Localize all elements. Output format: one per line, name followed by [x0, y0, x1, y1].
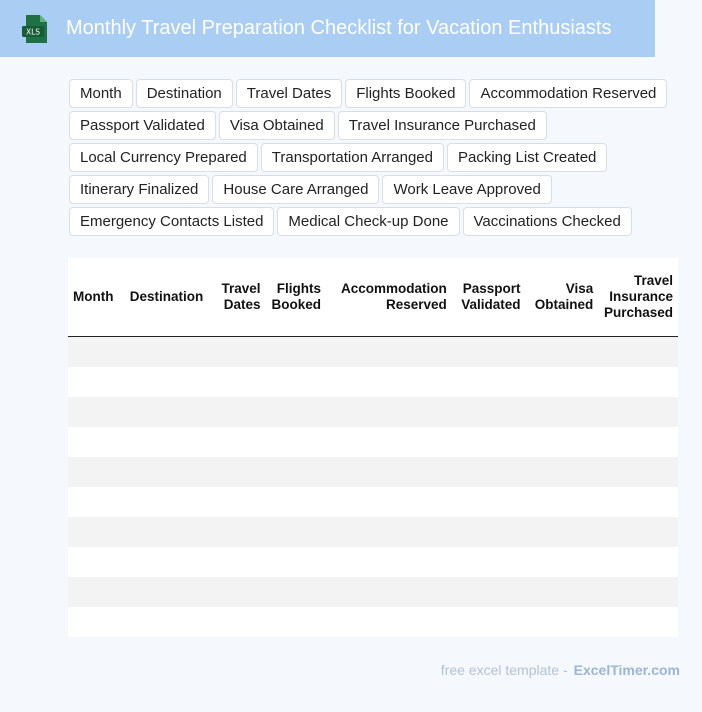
- column-tag[interactable]: Work Leave Approved: [382, 175, 551, 204]
- table-cell[interactable]: [125, 517, 210, 547]
- table-cell[interactable]: [68, 577, 125, 607]
- table-cell[interactable]: [452, 367, 526, 397]
- column-header: [210, 258, 266, 336]
- table-cell[interactable]: [598, 336, 678, 367]
- table-cell[interactable]: [598, 547, 678, 577]
- column-header: [525, 258, 598, 336]
- table-cell[interactable]: [326, 547, 452, 577]
- table-cell[interactable]: [452, 517, 526, 547]
- table-cell[interactable]: [265, 397, 325, 427]
- column-tag[interactable]: House Care Arranged: [212, 175, 379, 204]
- table-cell[interactable]: [68, 517, 125, 547]
- table-cell[interactable]: [525, 367, 598, 397]
- table-row: [68, 427, 678, 457]
- table-cell[interactable]: [452, 547, 526, 577]
- tag-row: [69, 175, 689, 204]
- table-cell[interactable]: [210, 367, 266, 397]
- table-cell[interactable]: [125, 607, 210, 637]
- excel-file-icon: [20, 14, 50, 44]
- column-tag[interactable]: Accommodation Reserved: [469, 79, 667, 108]
- table-cell[interactable]: [452, 487, 526, 517]
- table-row: [68, 607, 678, 637]
- column-header-line: Dates: [223, 296, 261, 312]
- column-tag[interactable]: Destination: [136, 79, 233, 108]
- column-header-line: Reserved: [385, 296, 447, 312]
- column-tag[interactable]: Visa Obtained: [219, 111, 335, 140]
- column-tag[interactable]: Medical Check-up Done: [277, 207, 459, 236]
- table-cell[interactable]: [525, 457, 598, 487]
- table-cell[interactable]: [598, 457, 678, 487]
- column-header: [598, 258, 678, 336]
- column-tag[interactable]: Itinerary Finalized: [69, 175, 209, 204]
- column-header-line: Obtained: [534, 296, 594, 312]
- table-cell[interactable]: [598, 367, 678, 397]
- table-cell[interactable]: [210, 547, 266, 577]
- table-cell[interactable]: [210, 427, 266, 457]
- table-cell[interactable]: [210, 487, 266, 517]
- column-header-line: Flights: [276, 280, 321, 296]
- table-cell[interactable]: [125, 457, 210, 487]
- table-cell[interactable]: [525, 427, 598, 457]
- table-cell[interactable]: [125, 336, 210, 367]
- table-cell[interactable]: [265, 517, 325, 547]
- table-cell[interactable]: [525, 547, 598, 577]
- table-row: [68, 336, 678, 367]
- column-tag[interactable]: Passport Validated: [69, 111, 216, 140]
- tag-row: [69, 111, 689, 140]
- column-tag-list: [69, 79, 689, 239]
- table-cell[interactable]: [452, 336, 526, 367]
- column-header-line: Booked: [271, 296, 321, 312]
- page-title: Monthly Travel Preparation Checklist for Vacation Enthusiasts: [66, 17, 612, 39]
- table-cell[interactable]: [68, 487, 125, 517]
- table-cell[interactable]: [452, 457, 526, 487]
- table-cell[interactable]: [210, 517, 266, 547]
- column-header: [326, 258, 452, 336]
- table-row: [68, 367, 678, 397]
- table-cell[interactable]: [452, 607, 526, 637]
- table-cell[interactable]: [125, 397, 210, 427]
- column-header-line: Month: [73, 288, 114, 304]
- column-tag[interactable]: Emergency Contacts Listed: [69, 207, 274, 236]
- column-header-line: Purchased: [603, 304, 673, 320]
- table-cell[interactable]: [210, 336, 266, 367]
- table-cell[interactable]: [598, 487, 678, 517]
- column-header-line: Visa: [565, 280, 594, 296]
- footer-text: free excel template -: [440, 662, 568, 678]
- table-cell[interactable]: [326, 457, 452, 487]
- column-header-line: Passport: [462, 280, 521, 296]
- table-row: [68, 577, 678, 607]
- table-cell[interactable]: [68, 367, 125, 397]
- tag-row: [69, 79, 689, 108]
- column-tag[interactable]: Vaccinations Checked: [463, 207, 632, 236]
- column-header: [68, 258, 125, 336]
- column-header-line: Accommodation: [341, 280, 447, 296]
- table-cell[interactable]: [326, 517, 452, 547]
- xls-icon-label: XLS: [25, 27, 41, 37]
- table-cell[interactable]: [265, 367, 325, 397]
- column-header-line: Validated: [461, 296, 521, 312]
- column-header: [265, 258, 325, 336]
- title-banner: [0, 0, 655, 57]
- table-cell[interactable]: [598, 427, 678, 457]
- table-cell[interactable]: [68, 397, 125, 427]
- table-cell[interactable]: [265, 336, 325, 367]
- table-row: [68, 487, 678, 517]
- table-row: [68, 457, 678, 487]
- table-cell[interactable]: [125, 367, 210, 397]
- checklist-table: [68, 258, 678, 637]
- table-cell[interactable]: [125, 427, 210, 457]
- table-cell[interactable]: [68, 547, 125, 577]
- table-header-row: [68, 258, 678, 336]
- column-tag[interactable]: Travel Insurance Purchased: [338, 111, 547, 140]
- table-cell[interactable]: [525, 487, 598, 517]
- table-cell[interactable]: [326, 577, 452, 607]
- table-cell[interactable]: [452, 397, 526, 427]
- table-row: [68, 517, 678, 547]
- table-cell[interactable]: [265, 457, 325, 487]
- table-row: [68, 547, 678, 577]
- column-header-line: Travel: [221, 280, 261, 296]
- table-cell[interactable]: [326, 336, 452, 367]
- column-tag[interactable]: Flights Booked: [345, 79, 466, 108]
- table-cell[interactable]: [210, 607, 266, 637]
- footer-brand-link[interactable]: ExcelTimer.com: [573, 662, 680, 678]
- table-cell[interactable]: [326, 397, 452, 427]
- table-cell[interactable]: [326, 427, 452, 457]
- table-cell[interactable]: [265, 427, 325, 457]
- table-cell[interactable]: [525, 336, 598, 367]
- table-cell[interactable]: [598, 607, 678, 637]
- table-cell[interactable]: [598, 397, 678, 427]
- column-tag[interactable]: Transportation Arranged: [261, 143, 444, 172]
- column-header: [452, 258, 526, 336]
- table-cell[interactable]: [210, 577, 266, 607]
- tag-row: [69, 143, 689, 172]
- table-cell[interactable]: [525, 577, 598, 607]
- column-header-line: Insurance: [609, 288, 673, 304]
- column-tag[interactable]: Local Currency Prepared: [69, 143, 258, 172]
- column-header-line: Destination: [129, 288, 204, 304]
- tag-row: [69, 207, 689, 236]
- table-cell[interactable]: [68, 457, 125, 487]
- table-cell[interactable]: [265, 487, 325, 517]
- table-cell[interactable]: [452, 577, 526, 607]
- table-cell[interactable]: [326, 487, 452, 517]
- table-cell[interactable]: [210, 457, 266, 487]
- column-header-line: Travel: [633, 272, 673, 288]
- table-cell[interactable]: [598, 517, 678, 547]
- table-row: [68, 397, 678, 427]
- table-cell[interactable]: [452, 427, 526, 457]
- column-tag[interactable]: Packing List Created: [447, 143, 607, 172]
- table-cell[interactable]: [265, 577, 325, 607]
- table-cell[interactable]: [68, 427, 125, 457]
- table-cell[interactable]: [125, 547, 210, 577]
- table-cell[interactable]: [326, 367, 452, 397]
- table-cell[interactable]: [68, 607, 125, 637]
- table-cell[interactable]: [125, 487, 210, 517]
- table-cell[interactable]: [525, 397, 598, 427]
- table-cell[interactable]: [125, 577, 210, 607]
- column-tag[interactable]: Month: [69, 79, 133, 108]
- table-cell[interactable]: [525, 607, 598, 637]
- table-cell[interactable]: [210, 397, 266, 427]
- table-cell[interactable]: [326, 607, 452, 637]
- table-cell[interactable]: [598, 577, 678, 607]
- table-cell[interactable]: [265, 547, 325, 577]
- column-header: [125, 258, 210, 336]
- column-tag[interactable]: Travel Dates: [236, 79, 342, 108]
- table-cell[interactable]: [525, 517, 598, 547]
- table-cell[interactable]: [68, 336, 125, 367]
- footer: [441, 662, 680, 678]
- table-cell[interactable]: [265, 607, 325, 637]
